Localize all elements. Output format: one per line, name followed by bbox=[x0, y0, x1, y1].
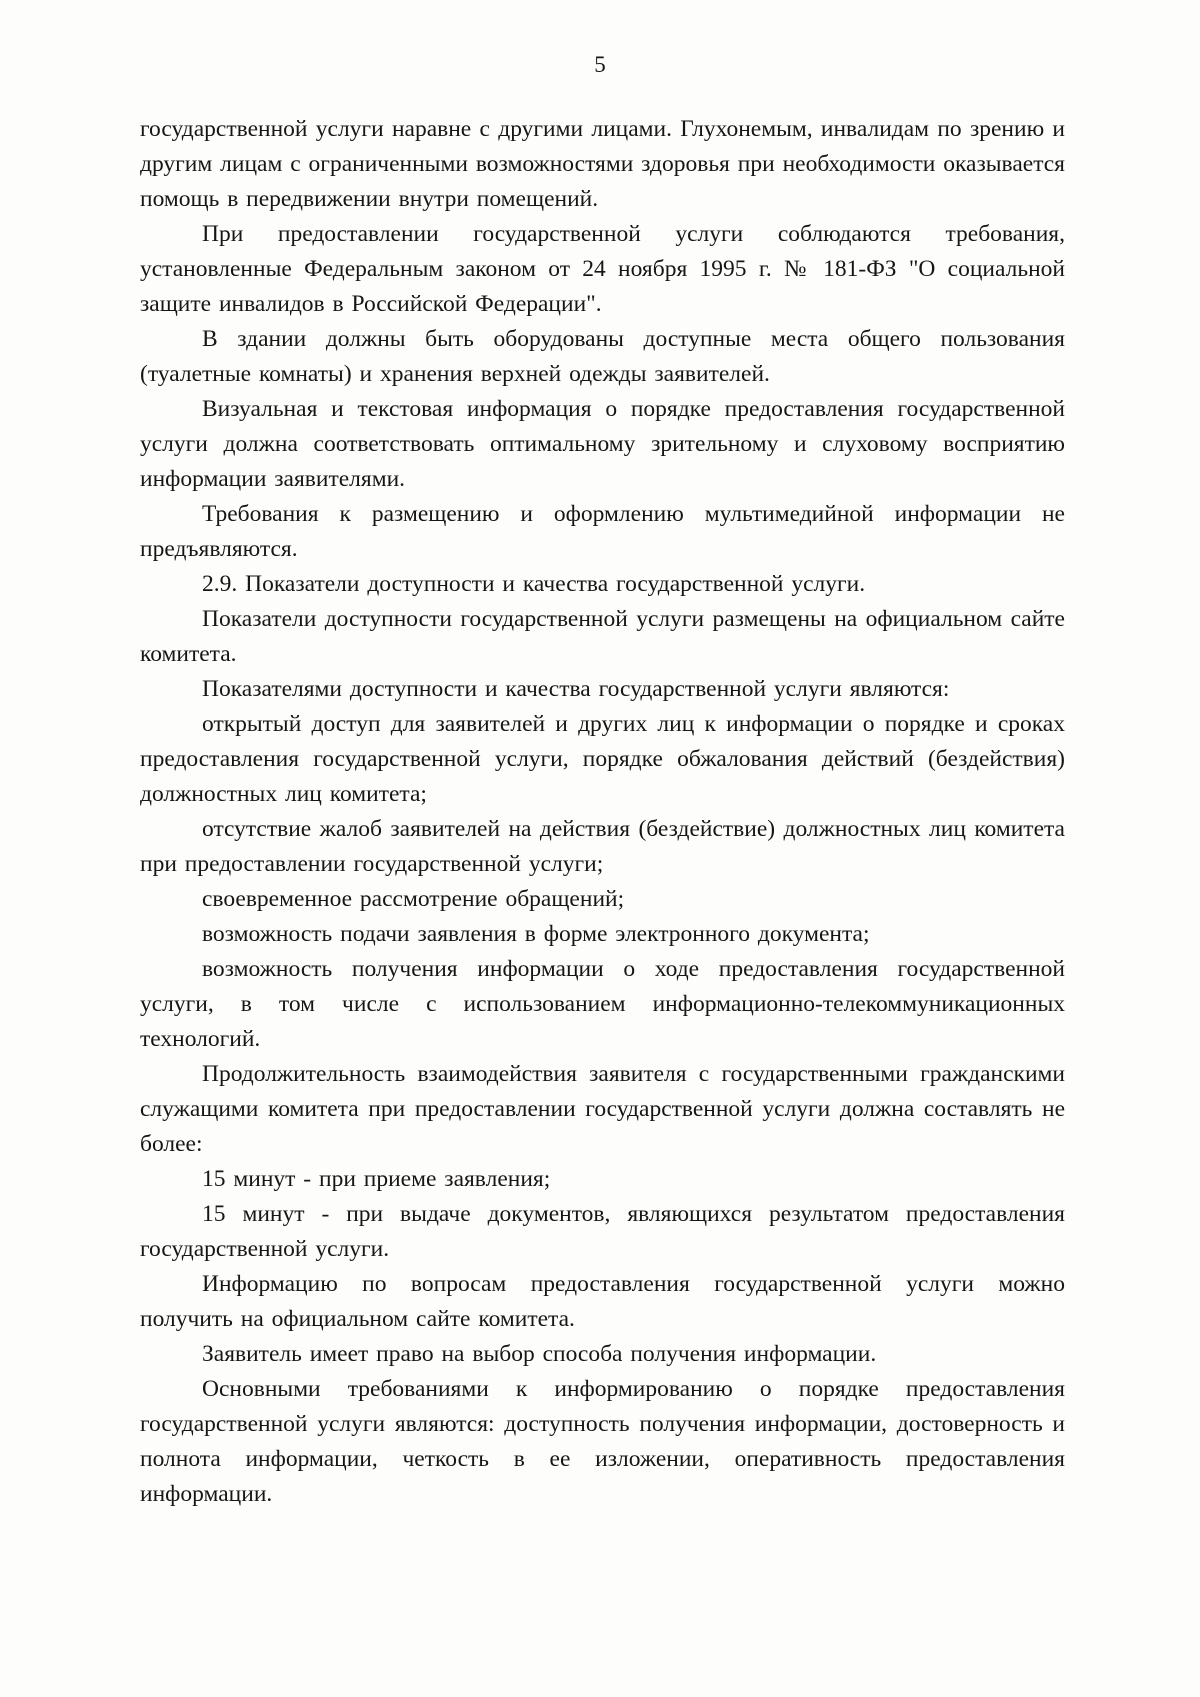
document-content bbox=[140, 112, 1065, 1512]
paragraph: При предоставлении государственной услуги соблюдаются требования, установленные Федеральным законом от 24 ноября 1995 г. № 181-ФЗ "О социальной защите инвалидов в Российской Федерации". bbox=[140, 221, 1065, 317]
paragraph: Продолжительность взаимодействия заявителя с государственными гражданскими служащими комитета при предоставлении государственной услуги должна составлять не более: bbox=[140, 1061, 1065, 1157]
paragraph: 15 минут - при приеме заявления; bbox=[202, 1166, 551, 1192]
paragraph: В здании должны быть оборудованы доступные места общего пользования (туалетные комнаты) и хранения верхней одежды заявителей. bbox=[140, 326, 1065, 387]
paragraph: своевременное рассмотрение обращений; bbox=[202, 886, 625, 912]
paragraph: Показателями доступности и качества государственной услуги являются: bbox=[202, 676, 950, 702]
paragraph: отсутствие жалоб заявителей на действия (бездействие) должностных лиц комитета при предоставлении государственной услуги; bbox=[140, 816, 1065, 877]
paragraph: государственной услуги наравне с другими лицами. Глухонемым, инвалидам по зрению и другим лицам с ограниченными возможностями здоровья при необходимости оказывается помощь в передвижении внутри помещений. bbox=[140, 116, 1065, 212]
paragraph: открытый доступ для заявителей и других лиц к информации о порядке и сроках предоставления государственной услуги, порядке обжалования действий (бездействия) должностных лиц комитета; bbox=[140, 711, 1065, 807]
paragraph: Информацию по вопросам предоставления государственной услуги можно получить на официальном сайте комитета. bbox=[140, 1271, 1065, 1332]
paragraph: Требования к размещению и оформлению мультимедийной информации не предъявляются. bbox=[140, 501, 1065, 562]
paragraph: 2.9. Показатели доступности и качества государственной услуги. bbox=[202, 571, 866, 597]
paragraph: 15 минут - при выдаче документов, являющихся результатом предоставления государственной услуги. bbox=[140, 1201, 1065, 1262]
paragraph: Показатели доступности государственной услуги размещены на официальном сайте комитета. bbox=[140, 606, 1065, 667]
paragraph: возможность подачи заявления в форме электронного документа; bbox=[202, 921, 870, 947]
paragraph: возможность получения информации о ходе предоставления государственной услуги, в том числе с использованием информационно-телекоммуникационных технологий. bbox=[140, 956, 1065, 1052]
paragraph: Основными требованиями к информированию о порядке предоставления государственной услуги являются: доступность получения информации, достоверность и полнота информации, четкость в ее изложении, оперативность предоставления информации. bbox=[140, 1376, 1065, 1507]
page-number: 5 bbox=[594, 52, 606, 77]
paragraph: Визуальная и текстовая информация о порядке предоставления государственной услуги должна соответствовать оптимальному зрительному и слуховому восприятию информации заявителями. bbox=[140, 396, 1065, 492]
paragraph: Заявитель имеет право на выбор способа получения информации. bbox=[202, 1341, 877, 1367]
